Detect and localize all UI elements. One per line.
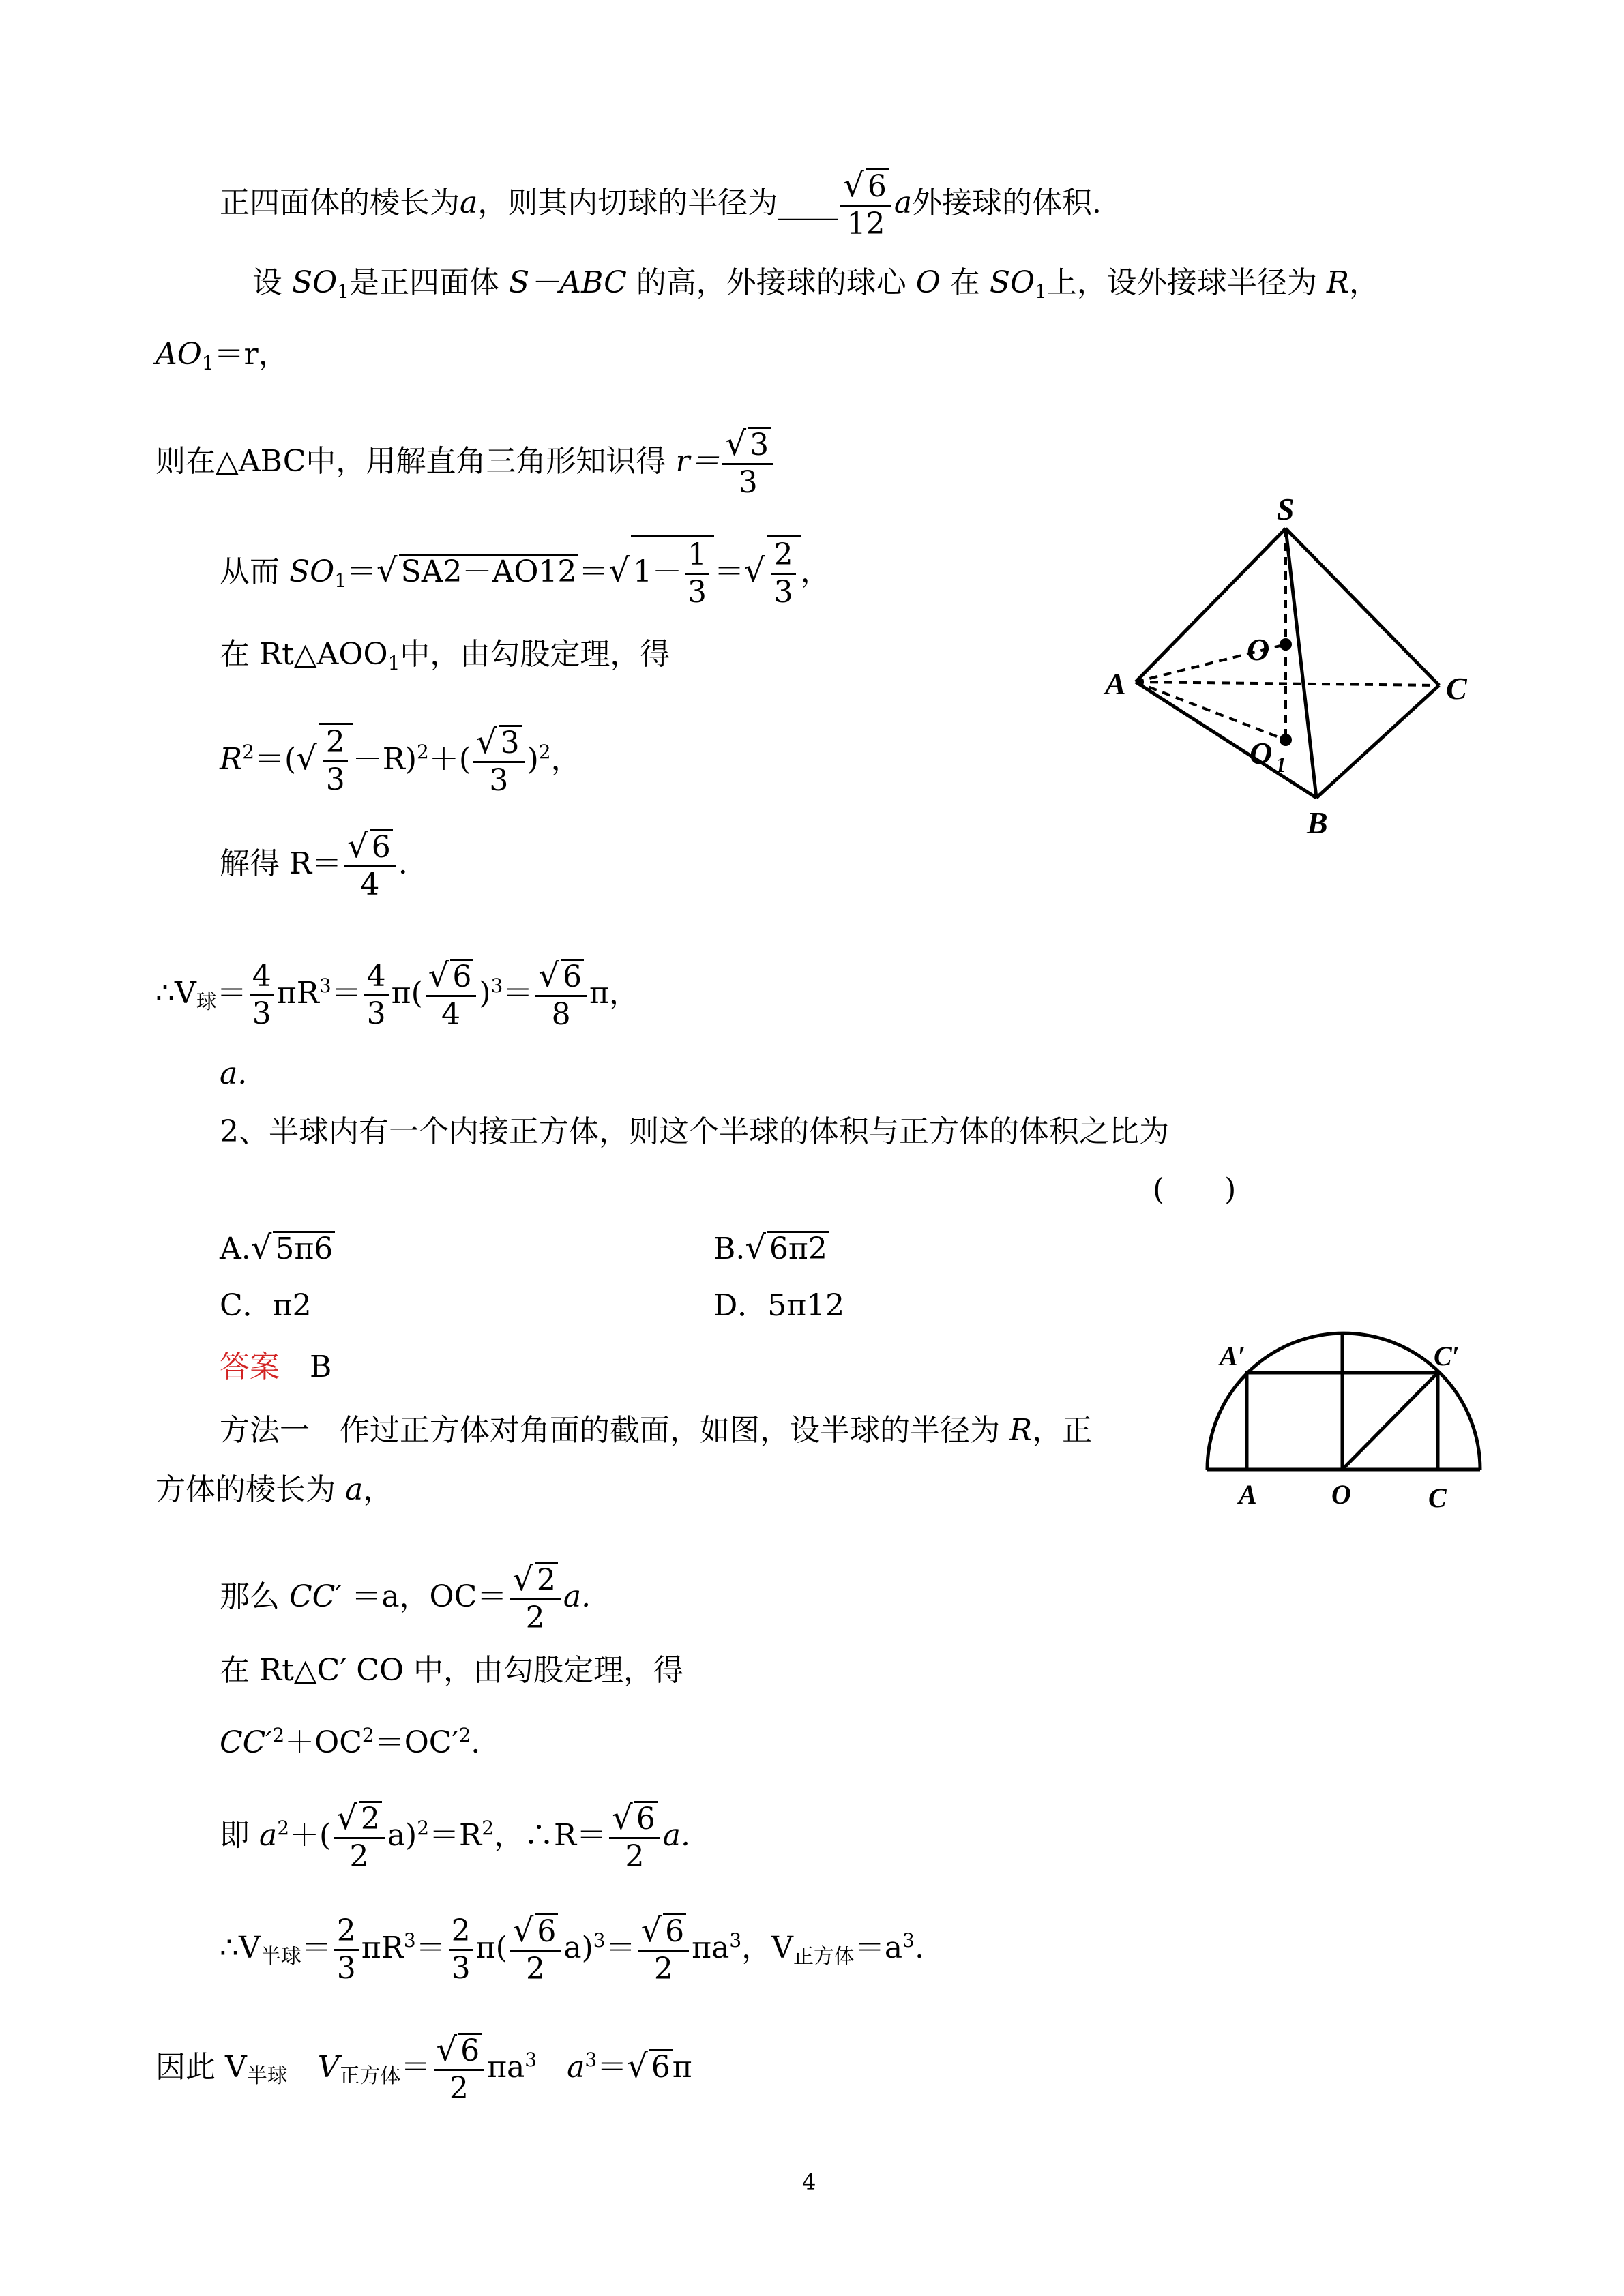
q2-option-c: C．π2 bbox=[220, 1288, 312, 1323]
edge-AC-hidden bbox=[1136, 682, 1439, 685]
foot-O1-point bbox=[1280, 734, 1292, 746]
label-A: A bbox=[1105, 666, 1126, 701]
label-O1: O bbox=[1250, 736, 1273, 771]
sol1-line8: a. bbox=[220, 1056, 248, 1091]
sol1-line3: 从而 $SO_1=√$ SA2－AO12＝√ 1－ $\frac{1}{3}$ ＝√ $\frac{2}{3}$ ， bbox=[220, 535, 831, 610]
label-A-prime: A′ bbox=[1220, 1341, 1245, 1371]
sol1-line2: 则在△ABC中，用解直角三角形知识得 r＝ $\frac{√ 3}{3}$ bbox=[156, 426, 776, 501]
sol2-line1: 方法一 作过正方体对角面的截面，如图，设半球的半径为 R，正 bbox=[220, 1413, 1093, 1448]
q2-answer bbox=[220, 1347, 331, 1388]
hemisphere-figure bbox=[1187, 1309, 1501, 1514]
label-O: O bbox=[1247, 632, 1270, 667]
answer-value: B bbox=[310, 1350, 332, 1384]
radius-OC1 bbox=[1342, 1373, 1438, 1470]
sol1-line6: 解得 R＝ $\frac{√ 6}{4}$ . bbox=[220, 827, 408, 902]
label-C: C bbox=[1446, 671, 1467, 706]
q2-option-d: D．5π12 bbox=[713, 1288, 845, 1323]
q2-option-a: A.√ 5π6 bbox=[220, 1227, 335, 1270]
sol2-line8: 因此 $V_{半球}$ $V_{正方体}=$ $\frac{√ 6}{2}$ $\pi a^3$ $a^3=√$ 6π bbox=[156, 2031, 692, 2106]
sol2-line3: 那么 CC′ ＝a，OC＝ $\frac{√ 2}{2}$ a. bbox=[220, 1560, 591, 1635]
edge-SB bbox=[1286, 528, 1316, 798]
label-O1-sub: 1 bbox=[1275, 752, 1286, 777]
sol2-line4: 在 Rt△C′ CO 中，由勾股定理，得 bbox=[220, 1653, 684, 1688]
q2-stem: 2、半球内有一个内接正方体，则这个半球的体积与正方体的体积之比为 bbox=[220, 1114, 1169, 1149]
sol1-line5: $R^2=(√$ $\frac{2}{3}$ －R)$^2$＋( $\frac{√ 3}{3}$ )$^2$， bbox=[220, 723, 581, 798]
sol1-line1b: $AO_1=r$， bbox=[156, 337, 289, 374]
sol1-line4: 在 $Rt\triangle AOO_1$中，由勾股定理，得 bbox=[220, 637, 670, 674]
page-number: 4 bbox=[802, 2169, 816, 2195]
center-O-point bbox=[1280, 638, 1292, 651]
label-C-prime: C′ bbox=[1434, 1341, 1460, 1371]
label-B: B bbox=[1307, 805, 1328, 840]
q1-stem: 正四面体的棱长为a，则其内切球的半径为____ $\frac{√ 6}{12}$ a外接球的体积. bbox=[220, 166, 1102, 241]
q2-option-b: B.√ 6π2 bbox=[713, 1227, 829, 1270]
label-O: O bbox=[1331, 1479, 1351, 1510]
label-A: A bbox=[1239, 1479, 1257, 1510]
sol2-line5: $CC'^2+OC^2=OC'^2$. bbox=[220, 1724, 481, 1760]
answer-label: 答案 bbox=[220, 1350, 280, 1384]
edge-SC bbox=[1286, 528, 1439, 685]
sol2-line2: 方体的棱长为 a， bbox=[156, 1472, 394, 1507]
tetrahedron-figure bbox=[1091, 477, 1473, 859]
label-S: S bbox=[1277, 492, 1295, 526]
q2-answer-paren: ( ) bbox=[1153, 1172, 1237, 1207]
sol2-line7: $\therefore V_{半球}=$ $\frac{2}{3}$ $\pi R^3=$ $\frac{2}{3}$ π( $\frac{√ 6}{2}$ a)$^3$＝ $\frac{√ 6}{2}$ $\pi a^3$，$V_{正方体}=a^3$. bbox=[220, 1911, 924, 1986]
sol1-line1: 设 $SO_1$是正四面体 S－ABC 的高，外接球的球心 O 在 $SO_1$上，设外接球半径为 R， bbox=[252, 265, 1380, 303]
sol2-line6: 即 $a^2+$( $\frac{√ 2}{2}$ $a)^2=R^2$，∴R＝ $\frac{√ 6}{2}$ a. bbox=[220, 1799, 690, 1874]
label-C: C bbox=[1428, 1482, 1447, 1513]
sol1-line7: $\therefore V_球=$ $\frac{4}{3}$ $\pi R^3=$ $\frac{4}{3}$ π( $\frac{√ 6}{4}$ )$^3$＝ $\frac{√ 6}{8}$ π， bbox=[156, 957, 639, 1032]
edge-CB bbox=[1316, 685, 1439, 798]
